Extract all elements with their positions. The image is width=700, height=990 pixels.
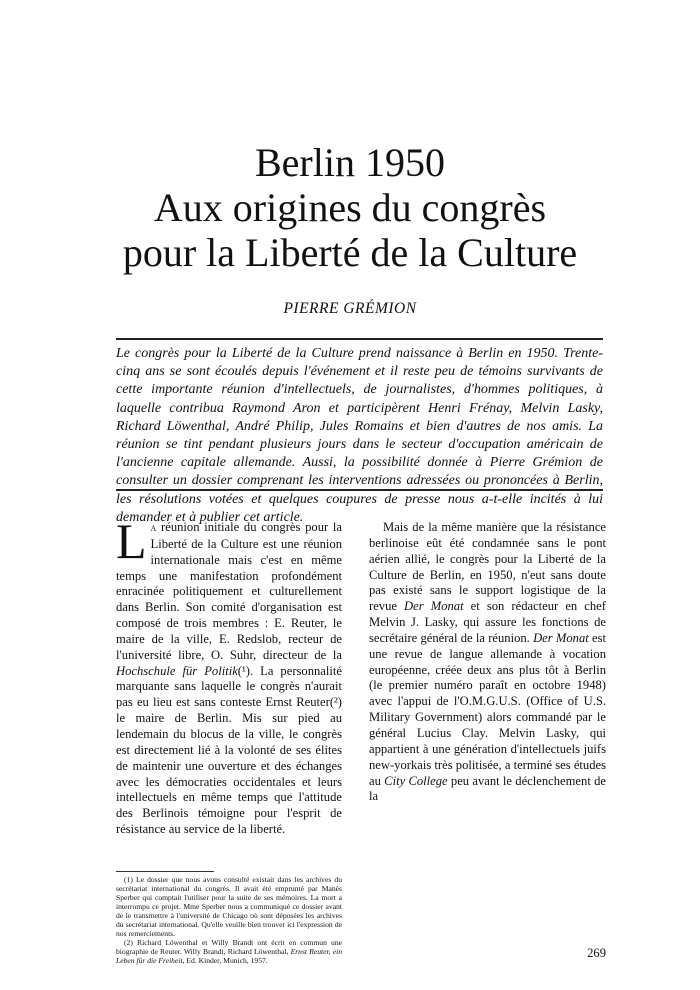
fn2-text-b: , Ed. Kinder, Munich, 1957. [182, 956, 268, 965]
p1-italic: Hochschule für Politik [116, 663, 238, 678]
footnote-1: (1) Le dossier que nous avons consulté existait dans les archives du secrétariat international du congrès. Il avait été emprunté par Manès Sperber qui comptait l'utiliser pour la suite de ses mémoires. La mort a interrompu ce projet. Mme Sperber nous a communiqué ce dossier avant de le transmettre à l'université de Chicago où sont déposées les archives du secrétariat international. Qu'elle veuille bien trouver ici l'expression de nos remerciements. [116, 875, 342, 938]
body-column-right [369, 520, 606, 805]
title-line-2: Aux origines du congrès [153, 185, 547, 230]
title-line-3: pour la Liberté de la Culture [122, 230, 578, 275]
lead-smallcaps: a [150, 522, 157, 534]
body-paragraph-1 [116, 513, 342, 838]
p2-text-d: peu avant le déclenchement de la [369, 773, 606, 804]
abstract-top-divider [116, 338, 603, 340]
abstract-text: Le congrès pour la Liberté de la Culture prend naissance à Berlin en 1950. Trente-cinq ans se sont écoulés depuis l'événement et il reste peu de témoins survivants de cette importante réunion d'intellectuels, de journalistes, d'hommes politiques, à laquelle contribua Raymond Aron et participèrent Henri Frénay, Melvin Lasky, Richard Löwenthal, André Philip, Jules Romains et bien d'autres de nos amis. La réunion se tint pendant plusieurs jours dans le secteur d'occupation américain de l'ancienne capitale allemande. Aussi, la possibilité donnée à Pierre Grémion de consulter un dossier comprenant les interventions adressées ou prononcées à Berlin, les résolutions votées et quelques coupures de presse nous a-t-elle incités à lui demander et à publier cet article. [116, 346, 603, 525]
author-name: PIERRE GRÉMION [283, 300, 417, 317]
footnote-2 [116, 938, 342, 965]
p2-text-a: Mais de la même manière que la résistance berlinoise eût été condamnée sans le pont aérien allié, le congrès pour la Liberté de la Culture de Berlin, en 1950, n'eut sans doute pas existé sans le support logistique de la revue [369, 520, 606, 614]
abstract [116, 345, 603, 527]
abstract-bottom-divider [116, 489, 603, 491]
drop-cap: L [116, 513, 147, 569]
footnote-divider [116, 871, 214, 872]
p1-text-a: réunion initiale du congrès pour la Liberté de la Culture est une réunion internationale mais c'est en même temps une manifestation profondément enracinée politiquement et culturellement dans Berlin. Son comité d'organisation est composé de trois membres : E. Reuter, le maire de la ville, E. Redslob, recteur de l'université libre, O. Suhr, directeur de la [116, 520, 342, 662]
p2-italic-3: City College [384, 773, 448, 788]
fn2-italic: Ernst Reuter, ein Leben für die Freiheit [116, 947, 343, 965]
body-column-left [116, 513, 342, 838]
p2-italic-1: Der Monat [404, 599, 464, 614]
p2-text-c: est une revue de langue allemande à vocation européenne, créée deux ans plus tôt à Berlin (le premier numéro paraît en octobre 1948) avec l'appui de l'O.M.G.U.S. (Office of U.S. Military Government) alors commandé par le général Lucius Clay. Melvin Lasky, qui appartient à une génération d'intellectuels juifs new-yorkais très politisée, a terminé ses études au [369, 630, 606, 788]
article-title [0, 140, 700, 275]
body-paragraph-2 [369, 520, 606, 805]
p2-italic-2: Der Monat [533, 630, 589, 645]
title-line-1: Berlin 1950 [255, 140, 445, 185]
p1-text-b: (¹). La personnalité marquante sans laquelle le congrès n'aurait pas eu lieu est sans conteste Ernst Reuter(²) le maire de Berlin. Mis sur pied au lendemain du blocus de la ville, le congrès est directement lié à la volonté de ses élites de maintenir une ouverture et des échanges avec les démocraties occidentales et leurs intellectuels en même temps que l'attitude des Berlinois témoigne pour l'esprit de résistance au service de la liberté. [116, 663, 342, 837]
fn2-text-a: (2) Richard Löwenthal et Willy Brandt ont écrit en commun une biographie de Reuter. Willy Brandt, Richard Löwenthal, [116, 938, 342, 956]
footnotes [116, 875, 342, 965]
page-number: 269 [587, 946, 606, 960]
p2-text-b: et son rédacteur en chef Melvin J. Lasky, qui assure les fonctions de secrétaire général de la réunion. [369, 599, 606, 645]
